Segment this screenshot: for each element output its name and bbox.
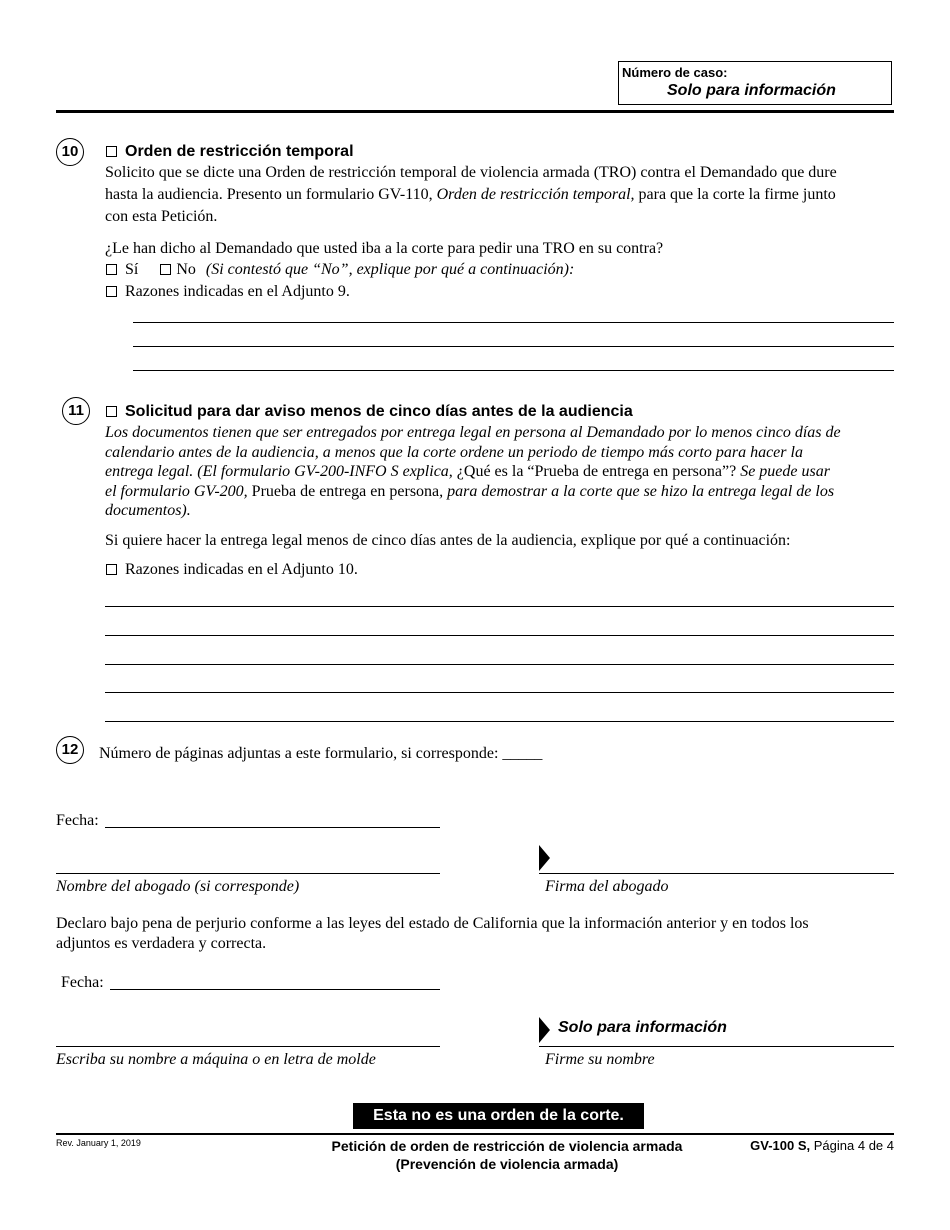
signature-value: Solo para información (558, 1019, 727, 1036)
form-page-id (750, 1138, 894, 1153)
footer-rule (56, 1133, 894, 1135)
section-11-instructions (105, 423, 905, 521)
section-10-title: Orden de restricción temporal (106, 143, 354, 161)
form-title-line-2: (Prevención de violencia armada) (395, 1156, 619, 1172)
section-10-line-3: con esta Petición. (105, 208, 218, 225)
print-name-field[interactable] (56, 1046, 440, 1047)
section-10-line-1: Solicito que se dicte una Orden de restricción temporal de violencia armada (TRO) contra el Demandado que dure (105, 164, 837, 181)
signature-field[interactable] (539, 1046, 894, 1047)
reason-line[interactable] (105, 721, 894, 722)
page-number: Página 4 de 4 (813, 1138, 894, 1153)
attachment-10-checkbox[interactable] (106, 564, 117, 575)
section-12-number: 12 (56, 736, 84, 764)
instructions-line-3: entrega legal. (El formulario GV-200-INFO S explica, ¿Qué es la “Prueba de entrega en persona”? Se puede usar (105, 463, 830, 480)
instructions-line-2: calendario antes de la audiencia, a menos que la corte ordene un periodo de tiempo más corto para hacer la (105, 443, 803, 461)
date-label-2: Fecha: (61, 974, 104, 991)
declaration (56, 914, 896, 953)
reason-line[interactable] (105, 692, 894, 693)
form-id: GV-100 S, (750, 1138, 811, 1153)
declaration-line-2: adjuntos es verdadera y correcta. (56, 934, 267, 952)
tro-question: ¿Le han dicho al Demandado que usted iba a la corte para pedir una TRO en su contra? (105, 240, 664, 257)
reason-line[interactable] (105, 635, 894, 636)
explain-text: Si quiere hacer la entrega legal menos de cinco días antes de la audiencia, explique por qué a continuación: (105, 532, 791, 549)
case-number-box (618, 61, 892, 105)
date-label-1: Fecha: (56, 812, 99, 829)
yes-label: Sí (125, 261, 139, 278)
case-number-label: Número de caso: (622, 65, 728, 80)
not-court-order-banner: Esta no es una orden de la corte. (353, 1103, 644, 1129)
form-title-line-1: Petición de orden de restricción de violencia armada (331, 1138, 683, 1154)
yes-no-row (106, 259, 574, 281)
attorney-signature-field[interactable] (539, 873, 894, 874)
date-field-1[interactable] (105, 827, 440, 828)
form-title (300, 1137, 714, 1173)
signature-label: Firme su nombre (545, 1051, 655, 1068)
date-field-2[interactable] (110, 989, 440, 990)
reason-line[interactable] (133, 322, 894, 323)
attachment-10-row: Razones indicadas en el Adjunto 10. (106, 559, 358, 581)
attachment-9-row: Razones indicadas en el Adjunto 9. (106, 281, 350, 303)
revision-date: Rev. January 1, 2019 (56, 1138, 141, 1148)
case-number-value: Solo para información (667, 82, 836, 99)
no-note: (Si contestó que “No”, explique por qué a continuación): (205, 261, 575, 278)
instructions-line-5: documentos). (105, 502, 191, 519)
attachment-9-checkbox[interactable] (106, 286, 117, 297)
declaration-line-1: Declaro bajo pena de perjurio conforme a las leyes del estado de California que la información anterior y en todos los (56, 915, 809, 932)
reason-line[interactable] (105, 606, 894, 607)
short-notice-checkbox[interactable] (106, 406, 117, 417)
no-checkbox[interactable] (160, 264, 171, 275)
section-11-number: 11 (62, 397, 90, 425)
section-10-number: 10 (56, 138, 84, 166)
reason-line[interactable] (133, 370, 894, 371)
reason-line[interactable] (105, 664, 894, 665)
section-10-line-2: hasta la audiencia. Presento un formulario GV-110, Orden de restricción temporal, para que la corte la firme junto (105, 186, 836, 203)
attorney-name-field[interactable] (56, 873, 440, 874)
section-10-paragraph (105, 162, 905, 228)
attached-pages-text: Número de páginas adjuntas a este formulario, si corresponde: _____ (99, 745, 543, 762)
yes-checkbox[interactable] (106, 264, 117, 275)
sign-here-arrow (539, 845, 550, 871)
attorney-signature-label: Firma del abogado (545, 878, 669, 895)
header-rule (56, 110, 894, 113)
section-11-title: Solicitud para dar aviso menos de cinco días antes de la audiencia (106, 403, 633, 421)
instructions-line-4: el formulario GV-200, Prueba de entrega en persona, para demostrar a la corte que se hizo la entrega legal de los (105, 482, 835, 500)
tro-checkbox[interactable] (106, 146, 117, 157)
no-label: No (176, 261, 196, 278)
sign-here-arrow (539, 1017, 550, 1043)
reason-line[interactable] (133, 346, 894, 347)
print-name-label: Escriba su nombre a máquina o en letra de molde (56, 1051, 376, 1068)
instructions-line-1: Los documentos tienen que ser entregados por entrega legal en persona al Demandado por lo menos cinco días de (105, 424, 841, 441)
attorney-name-label: Nombre del abogado (si corresponde) (56, 878, 300, 895)
